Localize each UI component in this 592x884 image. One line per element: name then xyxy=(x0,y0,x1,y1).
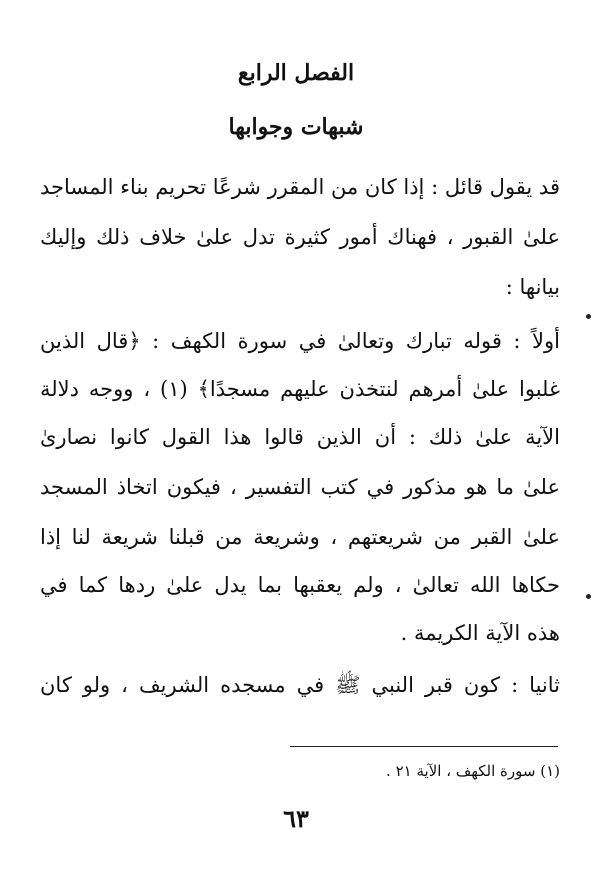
footnote-divider xyxy=(290,746,558,747)
text-line: علىٰ ما هو مذكور في كتب التفسير ، فيكون اتخاذ المسجد xyxy=(40,475,560,499)
footnote: (١) سورة الكهف ، الآية ٢١ . xyxy=(386,762,560,780)
text-line: علىٰ القبر من شريعتهم ، وشريعة من قبلنا شريعة لنا إذا xyxy=(40,525,560,549)
text-line: بيانها : xyxy=(505,275,560,299)
text-line: أولاً : قوله تبارك وتعالىٰ في سورة الكهف : ﴿قال الذين xyxy=(40,329,560,353)
chapter-title: الفصل الرابع xyxy=(237,60,355,86)
text-line: هذه الآية الكريمة . xyxy=(400,621,560,645)
section-title: شبهات وجوابها xyxy=(228,114,364,140)
margin-dot xyxy=(586,314,591,319)
text-line: قد يقول قائل : إذا كان من المقرر شرعًا تحريم بناء المساجد xyxy=(39,175,560,199)
text-line: علىٰ القبور ، فهناك أمور كثيرة تدل علىٰ خلاف ذلك وإليك xyxy=(40,225,560,249)
text-line: الآية علىٰ ذلك : أن الذين قالوا هذا القول كانوا نصارىٰ xyxy=(40,425,560,449)
margin-dot xyxy=(586,594,591,599)
text-line: ثانيا : كون قبر النبي ﷺ في مسجده الشريف ، ولو كان xyxy=(40,673,560,697)
text-line: حكاها الله تعالىٰ ، ولم يعقبها بما يدل علىٰ ردها كما في xyxy=(40,573,560,597)
page-number: ٦٣ xyxy=(283,804,309,833)
text-line: غلبوا علىٰ أمرهم لنتخذن عليهم مسجدًا﴾ (١) ، ووجه دلالة xyxy=(40,377,560,401)
